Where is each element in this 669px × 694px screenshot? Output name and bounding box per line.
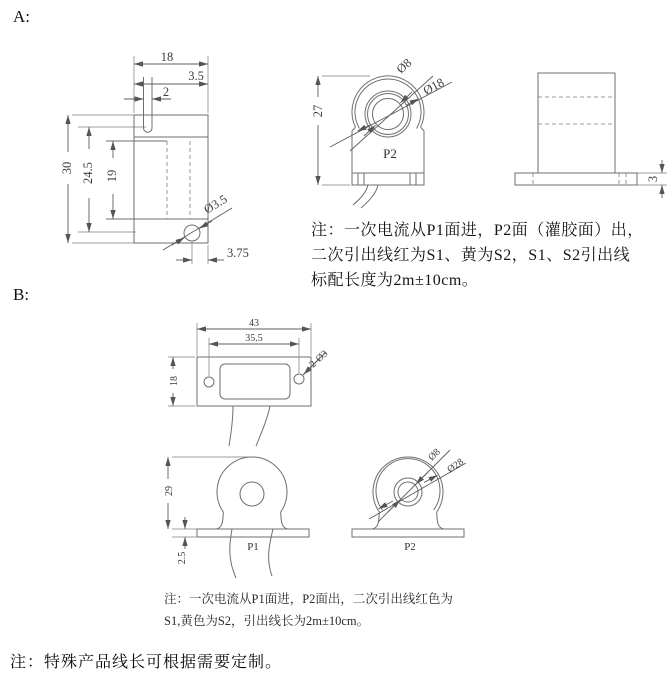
a-dim-edge: 3.5 <box>188 69 204 83</box>
b-note-line-2: S1,黄色为S2，引出线长为2m±10cm。 <box>164 614 370 628</box>
b-top-outline <box>197 357 311 446</box>
a-note-line-2: 二次引出线红为S1、黄为S2，S1、S2引出线 <box>311 247 631 264</box>
section-a-note <box>311 218 669 293</box>
b-top-dim-width: 43 <box>249 318 259 329</box>
a-p2-dim-outer: Ø18 <box>420 75 447 98</box>
a-dim-height: 30 <box>60 161 74 175</box>
section-a-label: A: <box>13 7 30 26</box>
b-p1-wire-1 <box>230 529 236 578</box>
a-dim-width: 18 <box>160 50 174 64</box>
b-top-dim-depth: 18 <box>169 376 180 386</box>
b-top-dimensions <box>168 318 330 406</box>
b-top-wire-2 <box>256 406 270 446</box>
drawing-a-p2-view <box>300 57 470 243</box>
b-top-wire-1 <box>229 406 233 446</box>
b-top-dim-holes: 2-Ø3 <box>307 348 331 371</box>
a-p2-wire-2 <box>361 185 378 208</box>
a-p2-dim-height: 27 <box>311 104 325 118</box>
a-dim-window: 19 <box>105 169 119 183</box>
a-p2-dim-hole: Ø8 <box>393 55 415 77</box>
b-top-hole-right <box>294 374 304 384</box>
a-side-outline <box>515 73 637 185</box>
drawing-b-p1-view <box>158 446 338 596</box>
a-dim-hole-offset: 3.75 <box>227 246 249 260</box>
drawing-b-p2-view <box>348 441 488 571</box>
a-p2-wire-1 <box>353 185 368 205</box>
b-p2-dim-outer: Ø28 <box>445 456 466 476</box>
footer-note: 注：特殊产品线长可根据需要定制。 <box>10 654 283 671</box>
b-p1-face-label: P1 <box>247 541 259 553</box>
b-note-line-1: 注：一次电流从P1面进，P2面出，二次引出线红色为 <box>164 592 453 606</box>
drawing-a-side-view <box>505 58 669 203</box>
b-top-hole-left <box>204 377 214 387</box>
a-front-outline <box>106 77 208 243</box>
b-p1-dim-height: 29 <box>164 486 175 496</box>
section-b-label: B: <box>13 285 30 304</box>
a-side-dim-base: 3 <box>646 175 660 183</box>
b-p1-outline <box>197 457 309 578</box>
b-p1-hole <box>240 482 264 506</box>
drawing-a-front-view <box>58 46 308 296</box>
b-p2-face-label: P2 <box>404 541 416 553</box>
drawing-b-top-view <box>163 316 363 454</box>
a-side-dimensions <box>637 160 667 198</box>
a-p2-dimensions <box>311 56 452 185</box>
b-p1-dimensions <box>164 457 252 564</box>
b-p1-dim-base: 2.5 <box>177 551 188 565</box>
a-p2-face-label: P2 <box>383 146 397 161</box>
b-p2-dim-hole: Ø8 <box>426 446 443 464</box>
a-note-line-3: 标配长度为2m±10cm。 <box>311 272 479 289</box>
a-dim-inner: 24.5 <box>81 162 95 184</box>
a-front-dimensions <box>60 50 249 264</box>
a-dim-hole: Ø3.5 <box>201 191 230 217</box>
a-note-line-1: 注：一次电流从P1面进，P2面（灌胶面）出， <box>311 222 644 239</box>
a-p2-hole <box>373 99 404 130</box>
a-front-hole <box>184 225 200 241</box>
a-dim-slot: 2 <box>162 85 170 99</box>
section-b-note <box>164 588 504 632</box>
a-p2-outline <box>352 76 424 208</box>
b-top-dim-spacing: 35.5 <box>245 333 263 344</box>
b-p1-wire-2 <box>269 529 273 576</box>
